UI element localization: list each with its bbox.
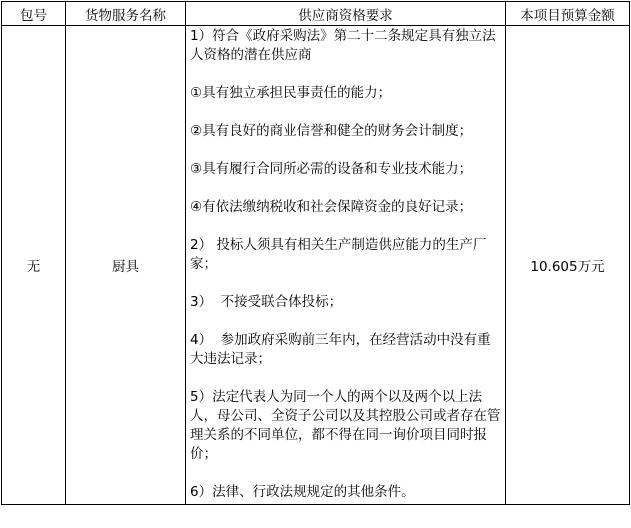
requirement-item: 3） 不接受联合体投标； <box>190 294 343 310</box>
requirements-cell <box>186 26 506 505</box>
header-goods-name: 货物服务名称 <box>66 2 186 26</box>
requirement-item: 1）符合《政府采购法》第二十二条规定具有独立法人资格的潜在供应商 <box>190 28 496 63</box>
requirement-item: ②具有良好的商业信誉和健全的财务会计制度； <box>190 123 473 139</box>
requirement-item: 2） 投标人须具有相关生产制造供应能力的生产厂家； <box>190 237 487 272</box>
budget-cell: 10.605万元 <box>506 26 630 505</box>
requirement-item: ①具有独立承担民事责任的能力； <box>190 85 392 101</box>
requirement-item: 6）法律、行政法规规定的其他条件。 <box>190 484 415 500</box>
header-package-no: 包号 <box>2 2 66 26</box>
header-requirements: 供应商资格要求 <box>186 2 506 26</box>
requirement-item: ④有依法缴纳税收和社会保障资金的良好记录； <box>190 199 473 215</box>
table-row <box>2 26 630 505</box>
header-budget: 本项目预算金额 <box>506 2 630 26</box>
requirement-item: ③具有履行合同所必需的设备和专业技术能力； <box>190 161 473 177</box>
procurement-table <box>1 1 630 505</box>
package-no-cell: 无 <box>2 26 66 505</box>
requirement-item: 5）法定代表人为同一个人的两个以及两个以上法人，母公司、全资子公司以及其控股公司或者存在管理关系的不同单位，都不得在同一询价项目同时报价； <box>190 389 501 462</box>
header-row <box>2 2 630 26</box>
requirement-item: 4） 参加政府采购前三年内，在经营活动中没有重大违法记录； <box>190 332 491 367</box>
goods-name-cell: 厨具 <box>66 26 186 505</box>
